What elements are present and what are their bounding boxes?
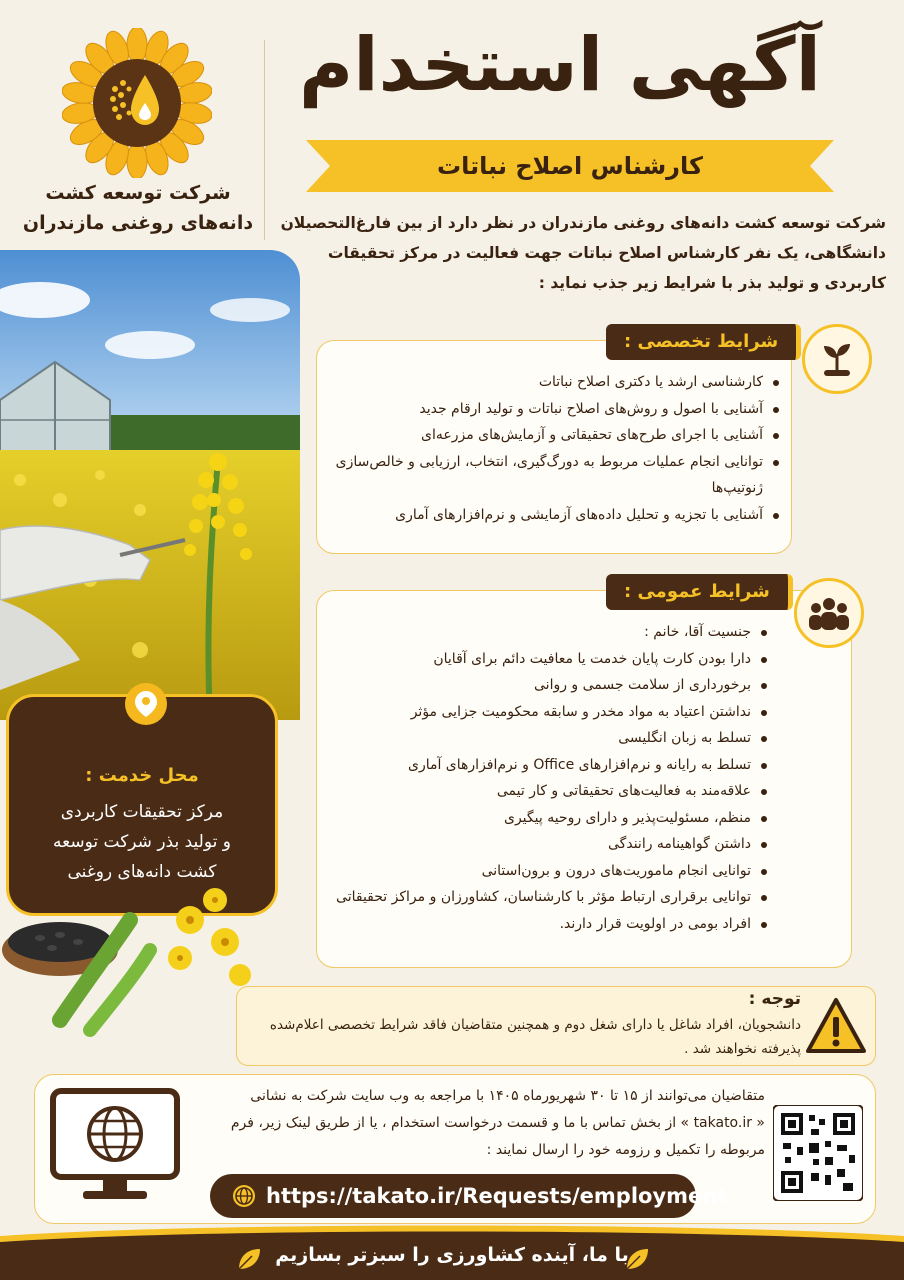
specialized-list	[321, 369, 783, 528]
people-group-icon	[794, 578, 864, 648]
list-item: افراد بومی در اولویت قرار دارند.	[321, 911, 771, 938]
job-subtitle: کارشناس اصلاح نباتات	[437, 152, 703, 180]
list-item: دارا بودن کارت پایان خدمت یا معافیت دائم برای آقایان	[321, 646, 771, 673]
list-item: داشتن گواهینامه رانندگی	[321, 831, 771, 858]
url-text[interactable]: https://takato.ir/Requests/employment	[266, 1184, 728, 1208]
list-item: توانایی برقراری ارتباط مؤثر با کارشناسان، کشاورزان و مراکز تحقیقاتی	[321, 884, 771, 911]
intro-text: شرکت توسعه کشت دانه‌های روغنی مازندران در نظر دارد از بین فارغ‌التحصیلان دانشگاهی، یک نفر کارشناس اصلاح نباتات جهت فعالیت در مرکز تحقیقات کاربردی و تولید بذر با شرایط زیر جذب نماید :	[280, 214, 886, 292]
list-item: جنسیت آقا، خانم :	[321, 619, 771, 646]
seeds-pods-illustration	[0, 880, 270, 1040]
list-item: تسلط به زبان انگلیسی	[321, 725, 771, 752]
divider	[264, 40, 265, 240]
warning-triangle-icon	[805, 997, 867, 1055]
map-pin-icon	[125, 683, 167, 725]
note-box	[236, 986, 876, 1066]
general-list	[321, 619, 771, 937]
location-title: محل خدمت :	[85, 765, 199, 786]
list-item: برخورداری از سلامت جسمی و روانی	[321, 672, 771, 699]
employment-url-link[interactable]	[210, 1174, 728, 1218]
page-title: آگهی استخدام	[299, 22, 821, 108]
plant-sprout-icon	[802, 324, 872, 394]
list-item: آشنایی با اجرای طرح‌های تحقیقاتی و آزمایش‌های مزرعه‌ای	[321, 422, 783, 449]
list-item: علاقه‌مند به فعالیت‌های تحقیقاتی و کار تیمی	[321, 778, 771, 805]
list-item: کارشناسی ارشد یا دکتری اصلاح نباتات	[321, 369, 783, 396]
general-conditions-box	[316, 590, 852, 968]
qr-code-icon[interactable]	[773, 1105, 863, 1201]
canola-field-photo	[0, 250, 300, 720]
list-item: توانایی انجام عملیات مربوط به دورگ‌گیری، انتخاب، ارزیابی و خالص‌سازی ژنوتیپ‌ها	[321, 449, 783, 502]
list-item: منظم، مسئولیت‌پذیر و دارای روحیه پیگیری	[321, 805, 771, 832]
specialized-title: شرایط تخصصی :	[606, 324, 801, 360]
note-text: دانشجویان، افراد شاغل یا دارای شغل دوم و همچنین متقاضیان فاقد شرایط تخصصی اعلام‌شده پذیرفته نخواهند شد .	[269, 1017, 801, 1057]
list-item: تسلط به رایانه و نرم‌افزارهای Office و نرم‌افزارهای آماری	[321, 752, 771, 779]
footer-slogan: با ما، آینده کشاورزی را سبزتر بسازیم	[275, 1244, 629, 1266]
note-title: توجه :	[748, 989, 801, 1009]
list-item: آشنایی با اصول و روش‌های اصلاح نباتات و تولید ارقام جدید	[321, 396, 783, 423]
sunflower-logo-icon	[62, 28, 212, 178]
application-text: متقاضیان می‌توانند از ۱۵ تا ۳۰ شهریورماه ۱۴۰۵ با مراجعه به وب سایت شرکت به نشانی « takato.ir » از بخش تماس با ما و قسمت درخواست استخدام ، یا از طریق لینک زیر، فرم مربوطه را تکمیل و رزومه خود را ارسال نمایند :	[230, 1088, 765, 1158]
list-item: توانایی انجام ماموریت‌های درون و برون‌استانی	[321, 858, 771, 885]
location-text: مرکز تحقیقات کاربردی و تولید بذر شرکت توسعه کشت دانه‌های روغنی	[53, 802, 231, 882]
list-item: نداشتن اعتیاد به مواد مخدر و سابقه محکومیت جزایی مؤثر	[321, 699, 771, 726]
globe-icon	[232, 1184, 256, 1208]
specialized-conditions-box	[316, 340, 792, 554]
general-title: شرایط عمومی :	[606, 574, 793, 610]
company-name: شرکت توسعه کشت دانه‌های روغنی مازندران	[22, 182, 254, 234]
list-item: آشنایی با تجزیه و تحلیل داده‌های آزمایشی و نرم‌افزارهای آماری	[321, 502, 783, 529]
